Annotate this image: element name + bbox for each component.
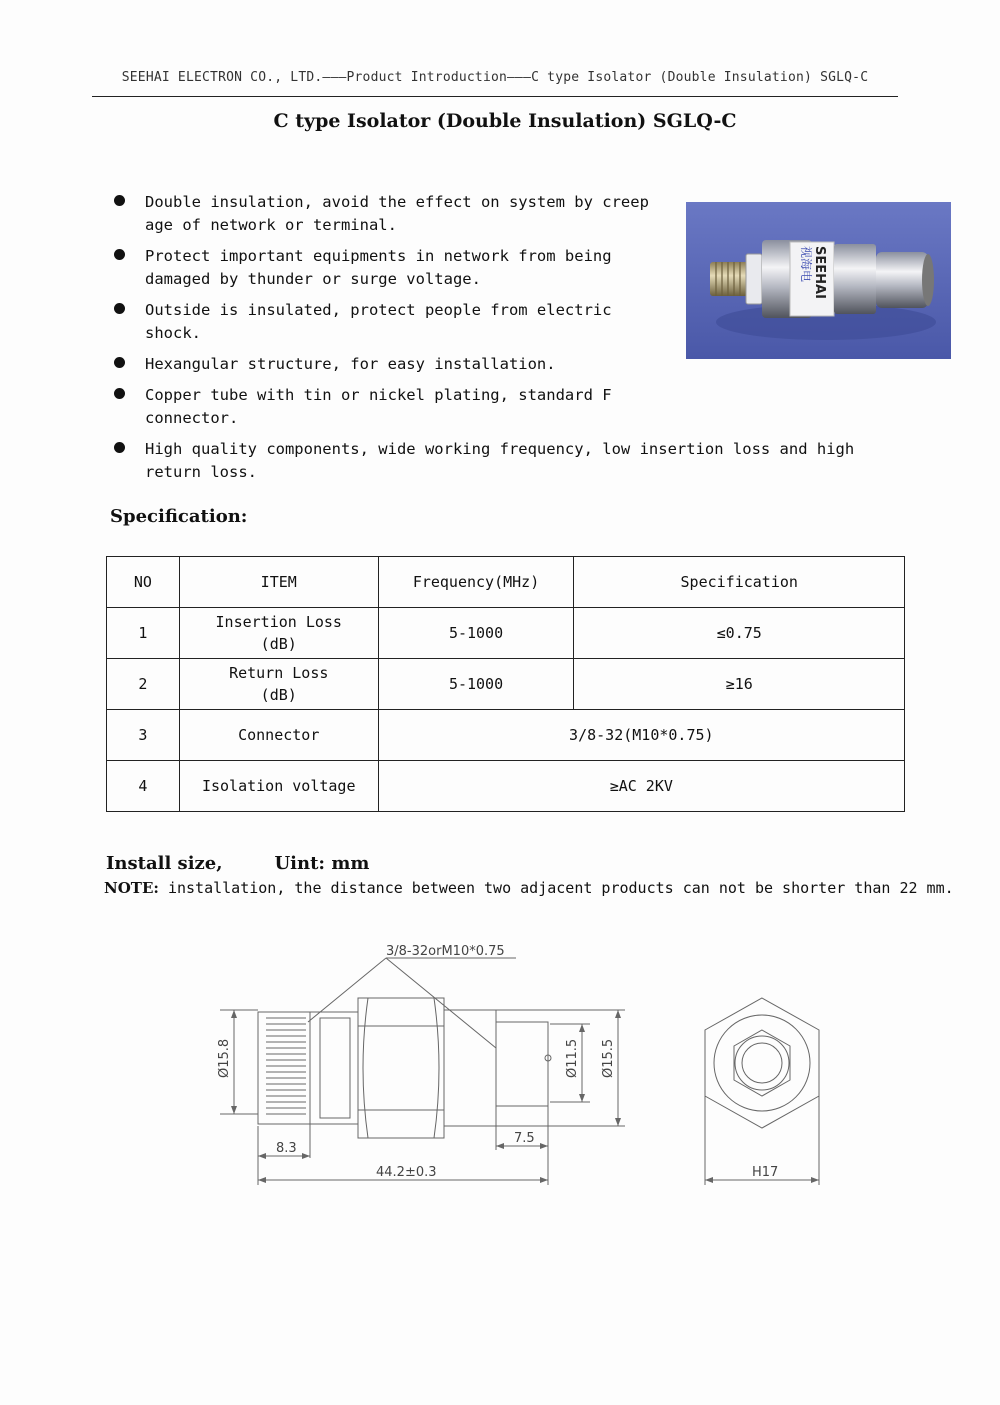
photo-label-en: SEEHAI [812, 246, 827, 299]
cell-frequency: 5-1000 [378, 608, 574, 659]
col-header-specification: Specification [574, 557, 905, 608]
cell-frequency: 5-1000 [378, 659, 574, 710]
bullet-icon [114, 303, 125, 314]
thread-label: 3/8-32orM10*0.75 [386, 944, 505, 959]
cell-no: 3 [107, 710, 180, 761]
unit-label: Uint: mm [274, 853, 370, 874]
cell-spec: ≥16 [574, 659, 905, 710]
photo-label-cn: 视海电 [799, 246, 813, 283]
bullet-icon [114, 195, 125, 206]
cell-item: Return Loss (dB) [179, 659, 378, 710]
page-title: C type Isolator (Double Insulation) SGLQ-C [273, 110, 737, 132]
page-header: SEEHAI ELECTRON CO., LTD.———Product Introduction———C type Isolator (Double Insulation) SGLQ-C [121, 70, 869, 85]
install-note: NOTE: installation, the distance between two adjacent products can not be shorter than 22 mm. [104, 879, 954, 897]
dim-len-total: 44.2±0.3 [376, 1165, 437, 1180]
cell-no: 1 [107, 608, 180, 659]
table-header-row [107, 557, 905, 608]
cell-item: Insertion Loss (dB) [179, 608, 378, 659]
feature-item: Outside is insulated, protect people from electric shock. [112, 299, 665, 345]
cell-merged-spec: 3/8-32(M10*0.75) [378, 710, 904, 761]
col-header-no: NO [107, 557, 180, 608]
feature-item: High quality components, wide working frequency, low insertion loss and high return loss. [112, 438, 902, 484]
feature-item: Double insulation, avoid the effect on system by creep age of network or terminal. [112, 191, 665, 237]
spec-table [106, 556, 905, 812]
dim-dia-inner: Ø11.5 [565, 1038, 580, 1078]
feature-item: Copper tube with tin or nickel plating, standard F connector. [112, 384, 615, 430]
feature-item: Protect important equipments in network from being damaged by thunder or surge voltage. [112, 245, 665, 291]
cell-no: 4 [107, 761, 180, 812]
install-heading: Install size, Uint: mm [106, 853, 370, 874]
dim-len-right: 7.5 [514, 1131, 535, 1146]
dim-len-left: 8.3 [276, 1141, 297, 1156]
header-divider [92, 96, 898, 97]
cell-item: Connector [179, 710, 378, 761]
bullet-icon [114, 249, 125, 260]
dim-dia-right: Ø15.5 [601, 1038, 616, 1078]
table-row [107, 761, 905, 812]
bullet-icon [114, 442, 125, 453]
bullet-icon [114, 388, 125, 399]
product-photo [686, 202, 951, 359]
thread-lines [266, 1018, 306, 1114]
cell-spec: ≤0.75 [574, 608, 905, 659]
dim-dia-left: Ø15.8 [217, 1038, 232, 1078]
table-row [107, 608, 905, 659]
dim-hex: H17 [752, 1165, 779, 1180]
install-drawing [200, 930, 850, 1200]
table-row [107, 659, 905, 710]
cell-item: Isolation voltage [179, 761, 378, 812]
bullet-icon [114, 357, 125, 368]
feature-item: Hexangular structure, for easy installation. [112, 353, 665, 376]
spec-heading: Specification: [110, 506, 248, 527]
cell-merged-spec: ≥AC 2KV [378, 761, 904, 812]
table-row [107, 710, 905, 761]
cell-no: 2 [107, 659, 180, 710]
col-header-item: ITEM [179, 557, 378, 608]
col-header-frequency: Frequency(MHz) [378, 557, 574, 608]
